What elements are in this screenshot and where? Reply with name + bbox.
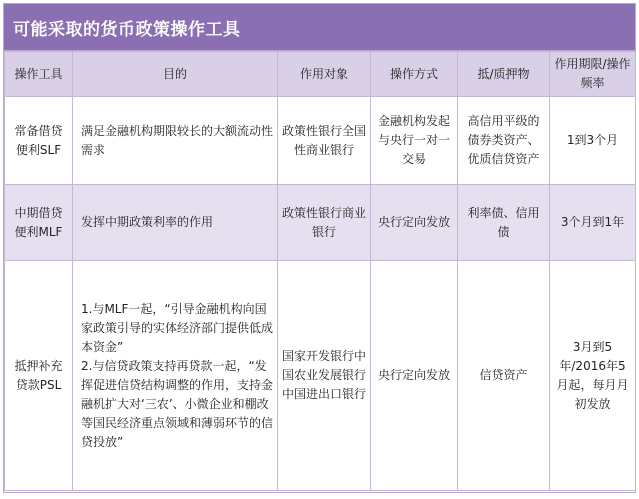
table-row-slf	[5, 97, 636, 185]
cell-target: 政策性银行商业银行	[278, 185, 371, 261]
cell-method: 央行定向发放	[371, 185, 458, 261]
policy-tools-table	[4, 51, 636, 491]
cell-purpose	[73, 261, 278, 491]
cell-tool: 中期借贷便利MLF	[5, 185, 73, 261]
cell-method: 金融机构发起与央行一对一交易	[371, 97, 458, 185]
cell-tool: 抵押补充贷款PSL	[5, 261, 73, 491]
header-purpose: 目的	[73, 52, 278, 97]
header-collateral: 抵/质押物	[458, 52, 550, 97]
cell-tool: 常备借贷便利SLF	[5, 97, 73, 185]
policy-tools-table-container	[3, 3, 636, 493]
cell-purpose: 满足金融机构期限较长的大额流动性需求	[73, 97, 278, 185]
title-bar	[4, 4, 635, 51]
page-title: 可能采取的货币政策操作工具	[13, 19, 241, 40]
header-tool: 操作工具	[5, 52, 73, 97]
cell-collateral: 信贷资产	[458, 261, 550, 491]
table-row-mlf	[5, 185, 636, 261]
header-target: 作用对象	[278, 52, 371, 97]
cell-collateral: 利率债、信用债	[458, 185, 550, 261]
cell-period: 1到3个月	[550, 97, 636, 185]
header-method: 操作方式	[371, 52, 458, 97]
cell-method: 央行定向发放	[371, 261, 458, 491]
table-row-psl	[5, 261, 636, 491]
cell-target: 国家开发银行中国农业发展银行中国进出口银行	[278, 261, 371, 491]
cell-period: 3月到5年/2016年5月起，每月月初发放	[550, 261, 636, 491]
cell-collateral: 高信用平级的债券类资产、优质信贷资产	[458, 97, 550, 185]
cell-purpose: 发挥中期政策利率的作用	[73, 185, 278, 261]
cell-period: 3个月到1年	[550, 185, 636, 261]
header-row	[5, 52, 636, 97]
header-period: 作用期限/操作频率	[550, 52, 636, 97]
cell-target: 政策性银行全国性商业银行	[278, 97, 371, 185]
purpose-line-1: 1.与MLF一起，“引导金融机构向国家政策引导的实体经济部门提供低成本资金”	[81, 301, 274, 354]
purpose-line-2: 2.与信贷政策支持再贷款一起，“发挥促进信贷结构调整的作用，支持金融机扩大对‘三农’、小微企业和棚改等国民经济重点领域和薄弱环节的信贷投放”	[81, 358, 274, 449]
